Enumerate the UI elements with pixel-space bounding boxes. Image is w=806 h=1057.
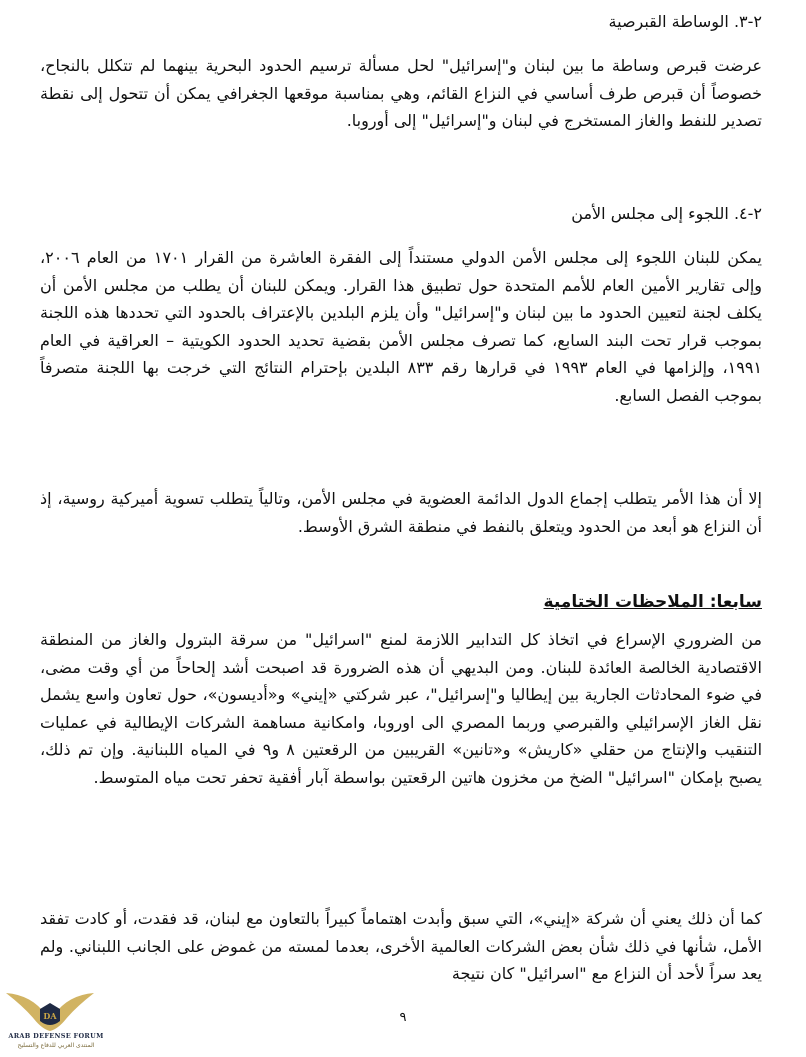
section-title-conclusions: سابعا: الملاحظات الختامية: [543, 592, 762, 612]
paragraph-consensus: إلا أن هذا الأمر يتطلب إجماع الدول الدائمة العضوية في مجلس الأمن، وتالياً يتطلب تسوية أميركية روسية، إذ أن النزاع هو أبعد من الحدود ويتعلق بالنفط في منطقة الشرق الأوسط.: [40, 489, 762, 536]
heading-security-council: ٢-٤. اللجوء إلى مجلس الأمن: [571, 204, 762, 223]
watermark-line-1: ARAB DEFENSE FORUM: [8, 1032, 104, 1040]
paragraph-conclusions-1: من الضروري الإسراع في اتخاذ كل التدابير اللازمة لمنع "اسرائيل" من سرقة البترول والغاز من المنطقة الاقتصادية الخالصة العائدة للبنان. ومن البديهي أن هذه الضرورة قد اصبحت أشد إلحاحاً من أي وقت مضى، في ضوء المحادثات الجارية بين إيطاليا و"إسرائيل"، عبر شركتي «إيني» و«أديسون»، حول تعاون واسع يشمل نقل الغاز الإسرائيلي والقبرصي وربما المصري الى اوروبا، وامكانية مساهمة الشركات الإيطالية في عمليات التنقيب والإنتاج من حقلي «كاريش» و«تانين» القريبين من الرقعتين ٨ و٩ في المياه اللبنانية. وإن تم ذلك، يصبح بإمكان "اسرائيل" الضخ من مخزون هاتين الرقعتين بواسطة آبار أفقية تحفر تحت مياه المتوسط.: [40, 630, 763, 787]
paragraph-security-council: يمكن للبنان اللجوء إلى مجلس الأمن الدولي مستنداً إلى الفقرة العاشرة من القرار ١٧٠١ من العام ٢٠٠٦، وإلى تقارير الأمين العام للأمم المتحدة حول تطبيق هذا القرار. ويمكن للبنان أن يطلب من مجلس الأمن أن يكلف لجنة لتعيين الحدود ما بين لبنان و"إسرائيل" وأن يلزم البلدين بالإعتراف بالحدود التي تحددها هذه اللجنة بموجب قرار تحت البند السابع، كما تصرف مجلس الأمن بقضية تحديد الحدود الكويتية – العراقية في العام ١٩٩١، وإلزامها في العام ١٩٩٣ في قرارها رقم ٨٣٣ البلدين بإحترام النتائج التي خرجت بها اللجنة متصرفاً بموجب الفصل السابع.: [40, 248, 762, 405]
watermark-line-2: المنتدى العربي للدفاع والتسليح: [17, 1042, 95, 1049]
paragraph-cyprus-mediation: عرضت قبرص وساطة ما بين لبنان و"إسرائيل" لحل مسألة ترسيم الحدود البحرية بينهما لم تتكلل بالنجاح، خصوصاً أن قبرص طرف أساسي في النزاع القائم، وهي بمناسبة موقعها الجغرافي يمكن أن تتحول إلى نقطة تصدير للنفط والغاز المستخرج في لبنان و"إسرائيل" إلى أوروبا.: [40, 56, 762, 130]
heading-cyprus-mediation: ٢-٣. الوساطة القبرصية: [608, 12, 762, 31]
page-number: ٩: [399, 1010, 407, 1025]
svg-text:DA: DA: [43, 1011, 57, 1021]
paragraph-conclusions-2: كما أن ذلك يعني أن شركة «إيني»، التي سبق وأبدت اهتماماً كبيراً بالتعاون مع لبنان، قد فقدت، أو كادت تفقد الأمل، شأنها في ذلك شأن بعض الشركات العالمية الأخرى، بعدما لمسته من غموض على الجانب اللبناني. ولم يعد سراً لأحد أن النزاع مع "اسرائيل" كان نتيجة: [40, 909, 762, 983]
document-page: [40, 0, 762, 1057]
